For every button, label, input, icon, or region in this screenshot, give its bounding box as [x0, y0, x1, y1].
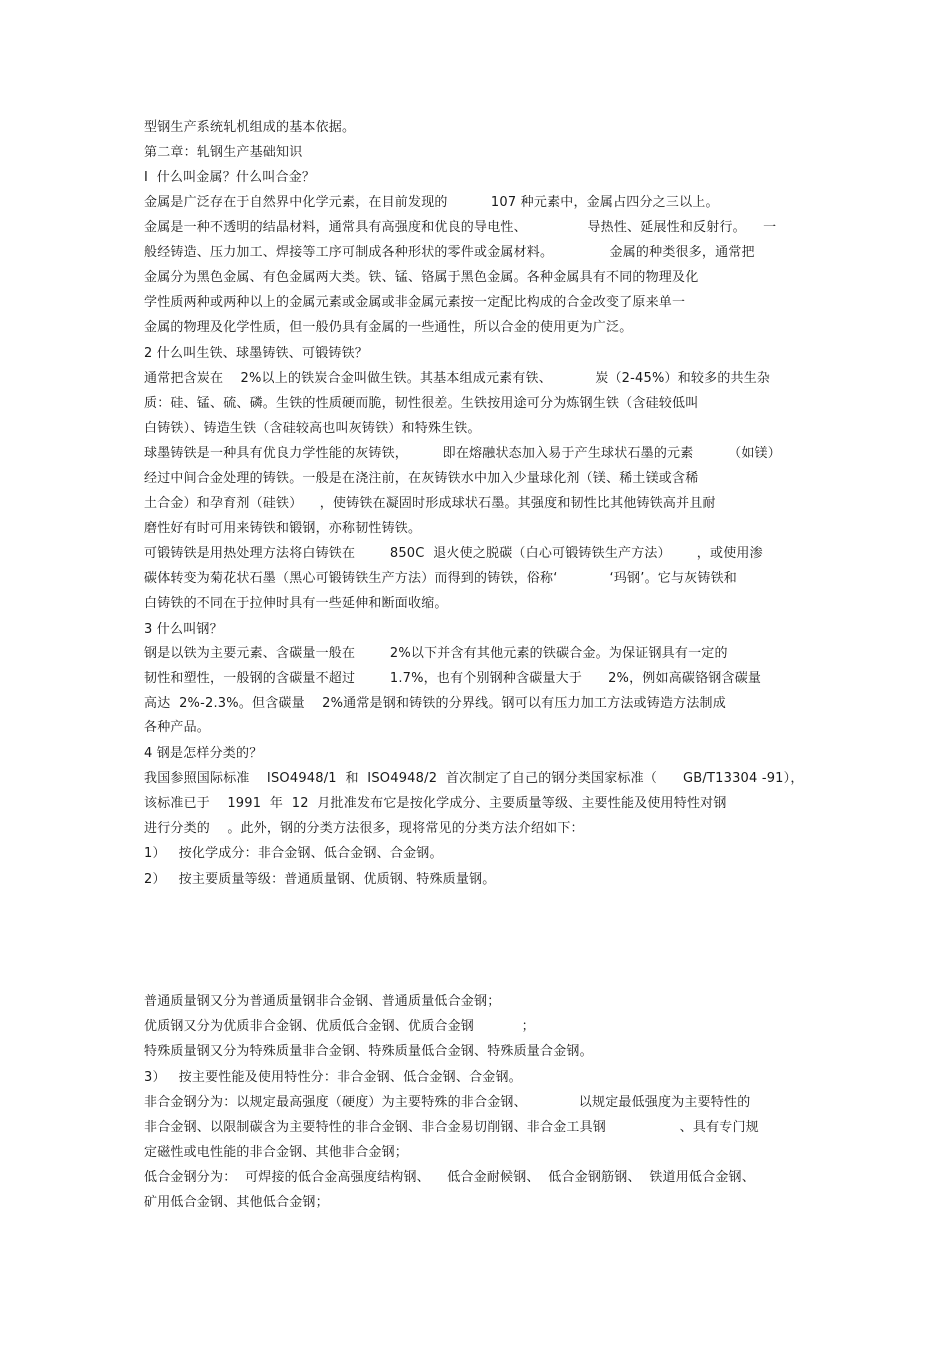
list-item: 3） 按主要性能及使用特性分：非合金钢、低合金钢、合金钢。 — [144, 1070, 522, 1085]
question-heading: 2 什么叫生铁、球墨铸铁、可锻铸铁？ — [144, 346, 369, 361]
text-line: 矿用低合金钢、其他低合金钢； — [144, 1195, 329, 1210]
text-line: 通常把含炭在 2%以上的铁炭合金叫做生铁。其基本组成元素有铁、 炭（2-45%）和较多的共生杂 — [144, 371, 771, 386]
text-line: 金属是一种不透明的结晶材料，通常具有高强度和优良的导电性、 导热性、延展性和反射行。 一 — [144, 220, 777, 235]
text-line: 经过中间合金处理的铸铁。一般是在浇注前，在灰铸铁水中加入少量球化剂（镁、稀土镁或含稀 — [144, 471, 699, 486]
text-line: 可锻铸铁是用热处理方法将白铸铁在 850C 退火使之脱碳（白心可锻铸铁生产方法） ，或使用渗 — [144, 546, 763, 561]
text-line: 低合金钢分为： 可焊接的低合金高强度结构钢、 低合金耐候钢、 低合金钢筋钢、 铁道用低合金钢、 — [144, 1170, 755, 1185]
chapter-heading: 第二章：轧钢生产基础知识 — [144, 145, 303, 160]
text-line: 钢是以铁为主要元素、含碳量一般在 2%以下并含有其他元素的铁碳合金。为保证钢具有一定的 — [144, 646, 728, 661]
text-line: 非合金钢、以限制碳含为主要特性的非合金钢、非合金易切削钢、非合金工具钢 、具有专门规 — [144, 1120, 759, 1135]
text-line: 特殊质量钢又分为特殊质量非合金钢、特殊质量低合金钢、特殊质量合金钢。 — [144, 1044, 593, 1059]
text-line: 般经铸造、压力加工、焊接等工序可制成各种形状的零件或金属材料。 金属的种类很多，通常把 — [144, 245, 755, 260]
text-line: 高达 2%-2.3%。但含碳量 2%通常是钢和铸铁的分界线。钢可以有压力加工方法或铸造方法制成 — [144, 696, 726, 711]
text-line: 韧性和塑性，一般钢的含碳量不超过 1.7%，也有个别钢种含碳量大于 2%，例如高碳铬钢含碳量 — [144, 671, 762, 686]
text-line: 型钢生产系统轧机组成的基本依据。 — [144, 120, 356, 135]
text-line: 白铸铁）、铸造生铁（含硅较高也叫灰铸铁）和特殊生铁。 — [144, 421, 481, 436]
text-line: 碳体转变为菊花状石墨（黑心可锻铸铁生产方法）而得到的铸铁，俗称‘ ‘玛钢’。它与灰铸铁和 — [144, 571, 737, 586]
text-line: 普通质量钢又分为普通质量钢非合金钢、普通质量低合金钢； — [144, 994, 501, 1009]
text-line: 该标准已于 1991 年 12 月批准发布它是按化学成分、主要质量等级、主要性能及使用特性对钢 — [144, 796, 727, 811]
text-line: 非合金钢分为：以规定最高强度（硬度）为主要特殊的非合金钢、 以规定最低强度为主要特性的 — [144, 1095, 751, 1110]
text-line: 金属是广泛存在于自然界中化学元素，在目前发现的 107 种元素中，金属占四分之三以上。 — [144, 195, 719, 210]
text-line: 土合金）和孕育剂（硅铁） ，使铸铁在凝固时形成球状石墨。其强度和韧性比其他铸铁高并且耐 — [144, 496, 716, 511]
text-line: 优质钢又分为优质非合金钢、优质低合金钢、优质合金钢 ； — [144, 1019, 535, 1034]
question-heading: I 什么叫金属？什么叫合金？ — [144, 170, 316, 185]
text-line: 球墨铸铁是一种具有优良力学性能的灰铸铁， 即在熔融状态加入易于产生球状石墨的元素 （如镁） — [144, 446, 781, 461]
question-heading: 4 钢是怎样分类的？ — [144, 746, 263, 761]
text-line: 学性质两种或两种以上的金属元素或金属或非金属元素按一定配比构成的合金改变了原来单一 — [144, 295, 686, 310]
text-line: 质：硅、锰、硫、磷。生铁的性质硬而脆，韧性很差。生铁按用途可分为炼钢生铁（含硅较低叫 — [144, 396, 699, 411]
text-line: 金属的物理及化学性质，但一般仍具有金属的一些通性，所以合金的使用更为广泛。 — [144, 320, 633, 335]
question-heading: 3 什么叫钢？ — [144, 622, 223, 637]
text-line: 进行分类的 。此外，钢的分类方法很多，现将常见的分类方法介绍如下： — [144, 821, 584, 836]
text-line: 磨性好有时可用来铸铁和锻钢，亦称韧性铸铁。 — [144, 521, 422, 536]
text-line: 金属分为黑色金属、有色金属两大类。铁、锰、铬属于黑色金属。各种金属具有不同的物理及化 — [144, 270, 699, 285]
text-line: 各种产品。 — [144, 720, 211, 735]
text-line: 我国参照国际标准 ISO4948/1 和 ISO4948/2 首次制定了自己的钢分类国家标准（ GB/T13304 -91）， — [144, 771, 804, 786]
text-line: 白铸铁的不同在于拉伸时具有一些延伸和断面收缩。 — [144, 596, 448, 611]
list-item: 2） 按主要质量等级：普通质量钢、优质钢、特殊质量钢。 — [144, 872, 496, 887]
text-line: 定磁性或电性能的非合金钢、其他非合金钢； — [144, 1145, 409, 1160]
list-item: 1） 按化学成分：非合金钢、低合金钢、合金钢。 — [144, 846, 443, 861]
